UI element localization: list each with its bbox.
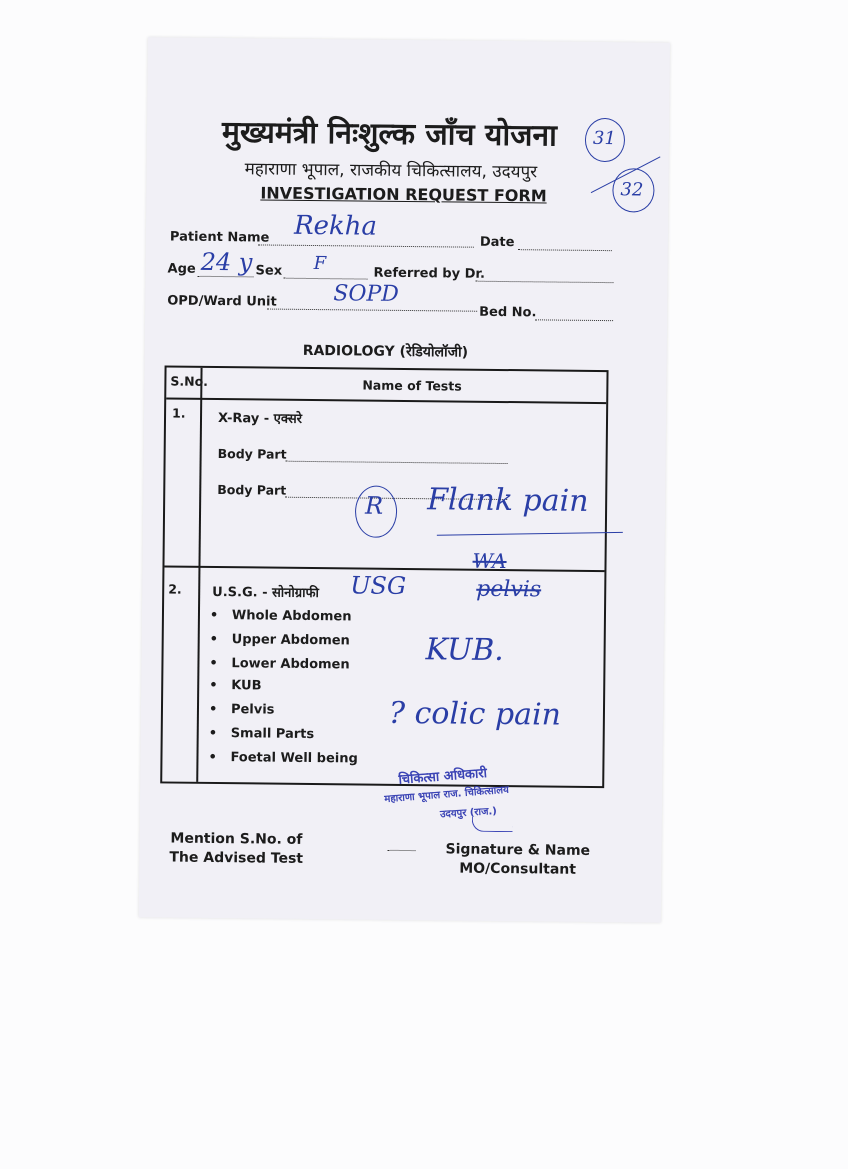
usg-item-kub: • KUB [209, 677, 262, 694]
handwritten-side: R [364, 491, 384, 520]
table-column-divider [196, 368, 202, 782]
form-title: INVESTIGATION REQUEST FORM [260, 183, 547, 206]
row1-xray-name: X-Ray - एक्सरे [217, 411, 303, 427]
date-label: Date [479, 234, 515, 251]
handwritten-wa: WA [472, 548, 507, 574]
row2-sno: 2. [168, 581, 182, 597]
usg-item-upper-abdomen: • Upper Abdomen [209, 631, 350, 649]
date-line [518, 249, 612, 251]
usg-item-foetal-well-being: • Foetal Well being [208, 749, 358, 767]
opd-ward-line [267, 309, 477, 312]
age-label: Age [167, 261, 196, 277]
tests-table [160, 365, 608, 788]
referred-by-label: Referred by Dr. [373, 265, 486, 282]
sex-value: F [313, 253, 327, 275]
opd-ward-value: SOPD [333, 281, 400, 307]
handwritten-pelvis: pelvis [476, 576, 542, 603]
signature-line [388, 850, 416, 851]
scheme-title: मुख्यमंत्री निःशुल्क जाँच योजना [221, 115, 558, 154]
stamp-line-3: उदयपुर (राज.) [439, 805, 498, 821]
patient-name-line [258, 244, 474, 247]
handwritten-colic-pain: ? colic pain [388, 695, 562, 733]
signature-mark [472, 817, 513, 832]
handwritten-underline [437, 532, 623, 536]
table-header-divider [166, 397, 606, 404]
usg-item-lower-abdomen: • Lower Abdomen [209, 655, 350, 673]
row2-usg-name: U.S.G. - सोनोग्राफी [212, 584, 319, 602]
row1-sno: 1. [172, 405, 186, 421]
stamp-line-1: चिकित्सा अधिकारी [397, 766, 488, 788]
patient-name-value: Rekha [293, 210, 378, 242]
stamp-line-2: महाराणा भूपाल राज. चिकित्सालय [383, 784, 510, 806]
hospital-name: महाराणा भूपाल, राजकीय चिकित्सालय, उदयपुर [244, 159, 538, 183]
age-value: 24 y [200, 247, 253, 277]
usg-item-pelvis: • Pelvis [208, 701, 275, 718]
footer-mention-sno: Mention S.No. of The Advised Test [169, 830, 304, 867]
usg-item-small-parts: • Small Parts [208, 725, 315, 743]
handwritten-kub: KUB. [425, 632, 505, 669]
handwritten-usg: USG [350, 571, 407, 600]
body-part-label-1: Body Part [217, 446, 287, 462]
bed-no-line [535, 319, 613, 321]
body-part-label-2: Body Part [217, 482, 287, 498]
sex-label: Sex [255, 263, 283, 279]
body-part-line-1 [286, 461, 508, 464]
column-header-tests: Name of Tests [362, 377, 462, 394]
footer-signature-block: Signature & Name MO/Consultant [445, 841, 591, 878]
patient-name-label: Patient Name [169, 229, 270, 246]
investigation-form [139, 37, 670, 922]
referred-by-line [475, 281, 613, 283]
handwritten-number-2: 32 [620, 179, 644, 201]
radiology-section-title: RADIOLOGY (रेडियोलॉजी) [302, 342, 469, 361]
bed-no-label: Bed No. [479, 304, 537, 321]
usg-item-whole-abdomen: • Whole Abdomen [209, 607, 352, 625]
handwritten-number-1: 31 [592, 127, 616, 150]
handwritten-xray-note: Flank pain [427, 482, 589, 519]
opd-ward-label: OPD/Ward Unit [167, 293, 277, 310]
column-header-sno: S.No. [170, 373, 209, 389]
sex-line [283, 278, 367, 280]
